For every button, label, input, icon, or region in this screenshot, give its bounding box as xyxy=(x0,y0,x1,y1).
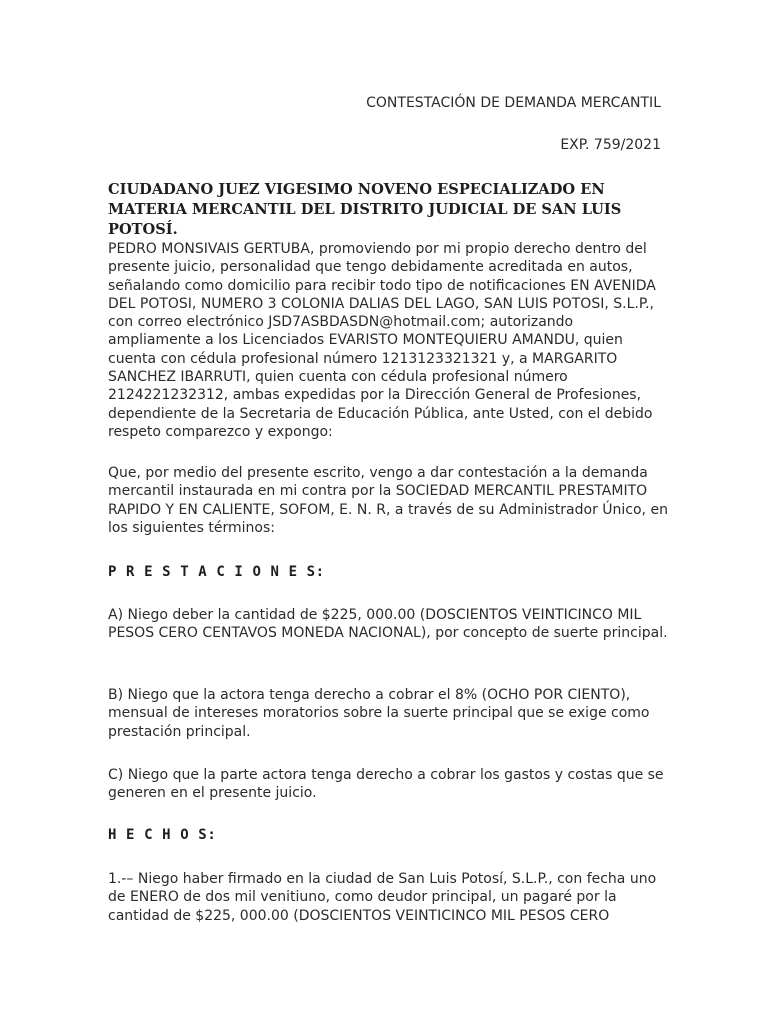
intro-paragraph: PEDRO MONSIVAIS GERTUBA, promoviendo por mi propio derecho dentro del presente juicio, personalidad que tengo debidamente acreditada en autos, señalando como domicilio para recibir todo tipo de notificaciones EN AVENIDA DEL POTOSI, NUMERO 3 COLONIA DALIAS DEL LAGO, SAN LUIS POTOSI, S.L.P., con correo electrónico JSD7ASBDASDN@hotmail.com; autorizando ampliamente a los Licenciados EVARISTO MONTEQUIERU AMANDU, quien cuenta con cédula profesional número 1213123321321 y, a MARGARITO SANCHEZ IBARRUTI, quien cuenta con cédula profesional número 2124221232312, ambas expedidas por la Dirección General de Profesiones, dependiente de la Secretaria de Educación Pública, ante Usted, con el debido respeto comparezco y expongo: xyxy=(108,241,656,440)
prestaciones-heading: P R E S T A C I O N E S: xyxy=(108,564,325,580)
response-paragraph: Que, por medio del presente escrito, vengo a dar contestación a la demanda mercantil instaurada en mi contra por la SOCIEDAD MERCANTIL PRESTAMITO RAPIDO Y EN CALIENTE, SOFOM, E. N. R, a través de su Administrador Único, en los siguientes términos: xyxy=(108,465,668,536)
prestacion-item-a: A) Niego deber la cantidad de $225, 000.00 (DOSCIENTOS VEINTICINCO MIL PESOS CERO CENTAVOS MONEDA NACIONAL), por concepto de suerte principal. xyxy=(108,607,668,642)
hechos-heading: H E C H O S: xyxy=(108,827,217,843)
prestacion-item-c: C) Niego que la parte actora tenga derecho a cobrar los gastos y costas que se generen en el presente juicio. xyxy=(108,767,664,802)
hecho-item-1: 1.-– Niego haber firmado en la ciudad de San Luis Potosí, S.L.P., con fecha uno de ENERO de dos mil venitiuno, como deudor principal, un pagaré por la cantidad de $225, 000.00 (DOSCIENTOS VEINTICINCO MIL PESOS CERO xyxy=(108,871,657,924)
document-title: CONTESTACIÓN DE DEMANDA MERCANTIL xyxy=(366,95,661,111)
prestacion-item-b: B) Niego que la actora tenga derecho a cobrar el 8% (OCHO POR CIENTO), mensual de intereses moratorios sobre la suerte principal que se exige como prestación principal. xyxy=(108,687,650,740)
judge-addressee: CIUDADANO JUEZ VIGESIMO NOVENO ESPECIALIZADO EN MATERIA MERCANTIL DEL DISTRITO JUDICIAL DE SAN LUIS POTOSÍ. xyxy=(108,181,622,238)
case-number: EXP. 759/2021 xyxy=(560,137,661,153)
